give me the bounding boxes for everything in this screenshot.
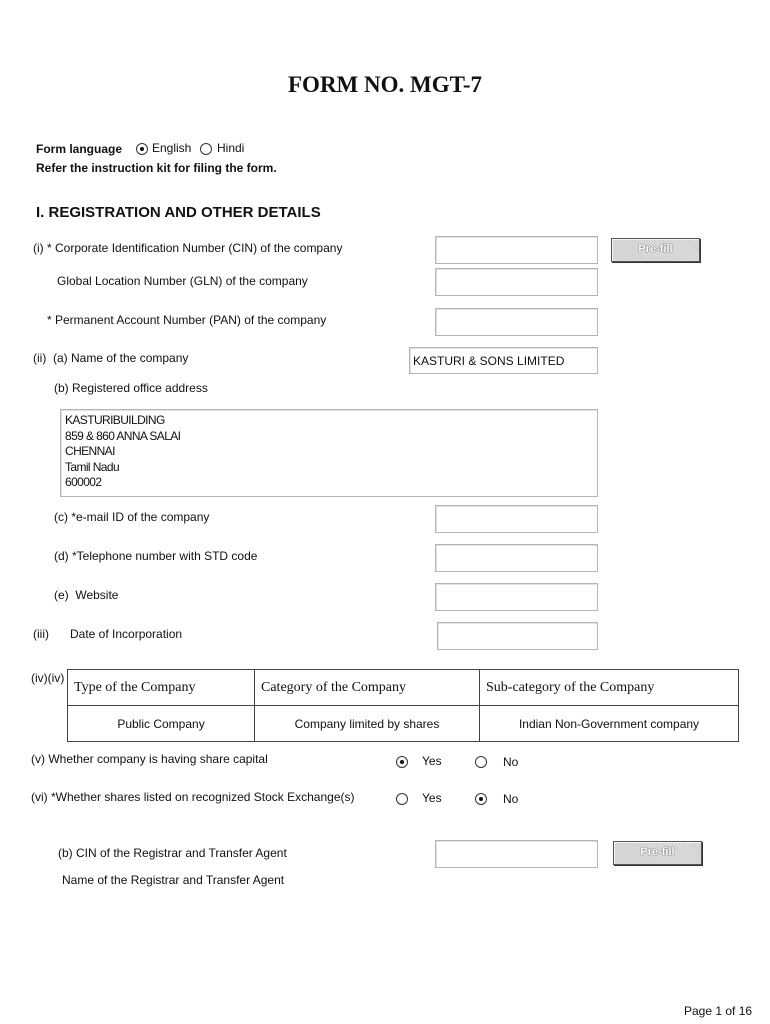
- share-capital-no-label: No: [503, 755, 519, 769]
- rta-name-label: Name of the Registrar and Transfer Agent: [62, 873, 285, 887]
- website-field[interactable]: [435, 583, 598, 611]
- subcategory-header: Sub-category of the Company: [480, 670, 739, 706]
- form-title: FORM NO. MGT-7: [288, 72, 482, 97]
- website-label: (e) Website: [54, 588, 119, 602]
- type-header: Type of the Company: [68, 670, 255, 706]
- hindi-option-label: Hindi: [217, 141, 245, 155]
- company-type-table: [67, 669, 739, 742]
- share-capital-yes-radio[interactable]: [396, 756, 408, 768]
- listed-no-label: No: [503, 792, 519, 806]
- phone-field[interactable]: [435, 544, 598, 572]
- hindi-radio[interactable]: [200, 143, 212, 155]
- email-field[interactable]: [435, 505, 598, 533]
- pan-label: * Permanent Account Number (PAN) of the company: [47, 313, 327, 327]
- listed-no-radio[interactable]: [475, 793, 487, 805]
- listed-yes-radio[interactable]: [396, 793, 408, 805]
- address-line: CHENNAI: [65, 444, 115, 458]
- english-option-label: English: [152, 141, 192, 155]
- form-language-label: Form language: [36, 142, 123, 156]
- company-name-label: (ii) (a) Name of the company: [33, 351, 189, 365]
- address-line: Tamil Nadu: [65, 459, 120, 474]
- type-value: Public Company: [68, 706, 255, 742]
- pan-field[interactable]: [435, 308, 598, 336]
- share-capital-label: (v) Whether company is having share capital: [31, 752, 268, 766]
- address-label: (b) Registered office address: [54, 381, 208, 395]
- phone-label: (d) *Telephone number with STD code: [54, 549, 258, 563]
- page-number: Page 1 of 16: [684, 1004, 753, 1018]
- rta-prefill-button[interactable]: Pre-fill: [613, 841, 702, 865]
- cin-field[interactable]: [435, 236, 598, 264]
- company-type-number: (iv)(iv): [31, 671, 65, 685]
- section-heading: I. REGISTRATION AND OTHER DETAILS: [36, 204, 321, 221]
- rta-cin-label: (b) CIN of the Registrar and Transfer Agent: [58, 846, 287, 860]
- address-line: 600002: [65, 475, 102, 489]
- incorporation-label: Date of Incorporation: [70, 627, 183, 641]
- address-field[interactable]: [60, 409, 598, 497]
- incorporation-date-field[interactable]: [437, 622, 598, 650]
- address-line: 859 & 860 ANNA SALAI: [65, 428, 181, 443]
- rta-cin-field[interactable]: [435, 840, 598, 868]
- category-value: Company limited by shares: [255, 706, 480, 742]
- instruction-text: Refer the instruction kit for filing the form.: [36, 161, 277, 175]
- address-line: KASTURIBUILDING: [65, 413, 165, 427]
- gln-label: Global Location Number (GLN) of the company: [57, 274, 308, 288]
- cin-label: (i) * Corporate Identification Number (CIN) of the company: [33, 241, 343, 255]
- email-label: (c) *e-mail ID of the company: [54, 510, 210, 524]
- listed-label: (vi) *Whether shares listed on recognized Stock Exchange(s): [31, 790, 355, 804]
- share-capital-yes-label: Yes: [422, 754, 442, 768]
- company-name-field[interactable]: KASTURI & SONS LIMITED: [409, 347, 598, 374]
- category-header: Category of the Company: [255, 670, 480, 706]
- listed-yes-label: Yes: [422, 791, 442, 805]
- gln-field[interactable]: [435, 268, 598, 296]
- incorporation-number: (iii): [33, 627, 49, 641]
- english-radio[interactable]: [136, 143, 148, 155]
- prefill-button[interactable]: Pre-fill: [611, 238, 700, 262]
- share-capital-no-radio[interactable]: [475, 756, 487, 768]
- subcategory-value: Indian Non-Government company: [480, 706, 739, 742]
